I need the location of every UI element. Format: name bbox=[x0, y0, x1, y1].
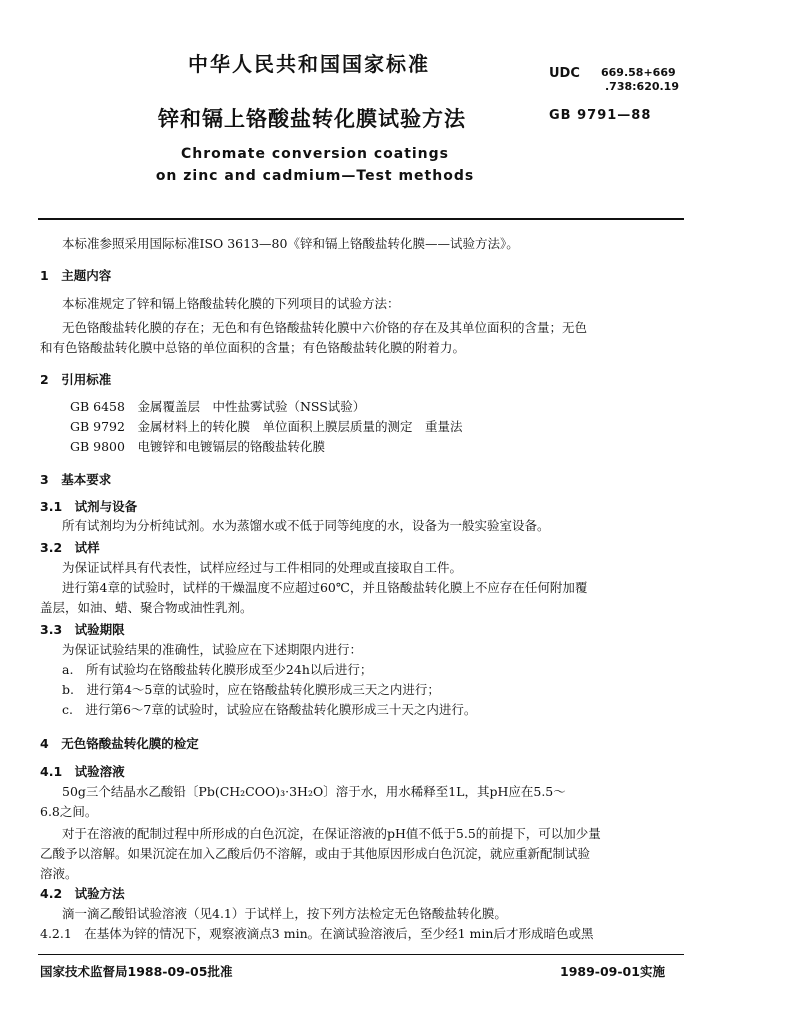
section-4-2-1-paragraph: 4.2.1 在基体为锌的情况下，观察液滴点3 min。在滴试验溶液后，至少经1 min后才形成暗色或黑 bbox=[40, 926, 594, 941]
section-4-2-heading: 4.2 试验方法 bbox=[40, 886, 125, 901]
reference-gb9792: GB 9792 金属材料上的转化膜 单位面积上膜层质量的测定 重量法 bbox=[70, 419, 463, 434]
udc-code bbox=[601, 66, 679, 94]
section-4-1-paragraph-2c: 溶液。 bbox=[40, 866, 78, 881]
implementation-date: 1989-09-01实施 bbox=[560, 964, 665, 979]
section-4-heading: 4 无色铬酸盐转化膜的检定 bbox=[40, 736, 199, 751]
section-4-1-paragraph-2a: 对于在溶液的配制过程中所形成的白色沉淀，在保证溶液的pH值不低于5.5的前提下，可以加少量 bbox=[62, 826, 601, 841]
section-3-2-paragraph-1: 为保证试样具有代表性，试样应经过与工件相同的处理或直接取自工件。 bbox=[62, 560, 463, 575]
section-3-3-item-c: c. 进行第6～7章的试验时，试验应在铬酸盐转化膜形成三十天之内进行。 bbox=[62, 702, 477, 717]
footer-divider bbox=[38, 954, 684, 955]
udc-code-line2: .738:620.19 bbox=[605, 80, 679, 93]
section-3-2-paragraph-2b: 盖层，如油、蜡、聚合物或油性乳剂。 bbox=[40, 600, 253, 615]
section-3-3-paragraph: 为保证试验结果的准确性，试验应在下述期限内进行： bbox=[62, 642, 363, 657]
section-4-2-paragraph: 滴一滴乙酸铅试验溶液（见4.1）于试样上，按下列方法检定无色铬酸盐转化膜。 bbox=[62, 906, 507, 921]
udc-code-line1: 669.58+669 bbox=[601, 66, 676, 79]
reference-gb6458: GB 6458 金属覆盖层 中性盐雾试验（NSS试验） bbox=[70, 399, 366, 414]
section-3-heading: 3 基本要求 bbox=[40, 472, 112, 487]
reference-gb9800: GB 9800 电镀锌和电镀镉层的铬酸盐转化膜 bbox=[70, 439, 325, 454]
section-1-paragraph-1: 本标准规定了锌和镉上铬酸盐转化膜的下列项目的试验方法： bbox=[62, 296, 400, 311]
document-title-english bbox=[0, 143, 630, 187]
section-3-2-heading: 3.2 试样 bbox=[40, 540, 100, 555]
section-2-heading: 2 引用标准 bbox=[40, 372, 112, 387]
section-3-1-paragraph: 所有试剂均为分析纯试剂。水为蒸馏水或不低于同等纯度的水，设备为一般实验室设备。 bbox=[62, 518, 550, 533]
standard-number: GB 9791—88 bbox=[549, 108, 652, 123]
section-3-3-item-a: a. 所有试验均在铬酸盐转化膜形成至少24h以后进行； bbox=[62, 662, 373, 677]
title-english-line1: Chromate conversion coatings bbox=[180, 146, 450, 162]
approval-date: 国家技术监督局1988-09-05批准 bbox=[40, 964, 233, 979]
section-4-1-paragraph-2b: 乙酸予以溶解。如果沉淀在加入乙酸后仍不溶解，或由于其他原因形成白色沉淀，就应重新配制试验 bbox=[40, 846, 591, 861]
section-1-heading: 1 主题内容 bbox=[40, 268, 112, 283]
section-4-1-paragraph-1a: 50g三个结晶水乙酸铅〔Pb(CH₂COO)₃·3H₂O〕溶于水，用水稀释至1L，其pH应在5.5～ bbox=[62, 784, 566, 799]
section-3-1-heading: 3.1 试剂与设备 bbox=[40, 499, 138, 514]
document-title-chinese: 锌和镉上铬酸盐转化膜试验方法 bbox=[158, 106, 466, 131]
section-1-paragraph-2b: 和有色铬酸盐转化膜中总铬的单位面积的含量；有色铬酸盐转化膜的附着力。 bbox=[40, 340, 466, 355]
section-3-3-item-b: b. 进行第4～5章的试验时，应在铬酸盐转化膜形成三天之内进行； bbox=[62, 682, 440, 697]
section-1-paragraph-2a: 无色铬酸盐转化膜的存在；无色和有色铬酸盐转化膜中六价铬的存在及其单位面积的含量；无色 bbox=[62, 320, 588, 335]
udc-label: UDC bbox=[549, 66, 580, 81]
section-4-1-paragraph-1b: 6.8之间。 bbox=[40, 804, 98, 819]
header-divider bbox=[38, 218, 684, 220]
section-4-1-heading: 4.1 试验溶液 bbox=[40, 764, 125, 779]
section-3-3-heading: 3.3 试验期限 bbox=[40, 622, 125, 637]
intro-paragraph: 本标准参照采用国际标准ISO 3613—80《锌和镉上铬酸盐转化膜——试验方法》。 bbox=[62, 236, 519, 251]
section-3-2-paragraph-2a: 进行第4章的试验时，试样的干燥温度不应超过60℃，并且铬酸盐转化膜上不应存在任何附加覆 bbox=[62, 580, 588, 595]
title-english-line2: on zinc and cadmium—Test methods bbox=[155, 168, 475, 184]
issuing-organization: 中华人民共和国国家标准 bbox=[188, 52, 430, 76]
